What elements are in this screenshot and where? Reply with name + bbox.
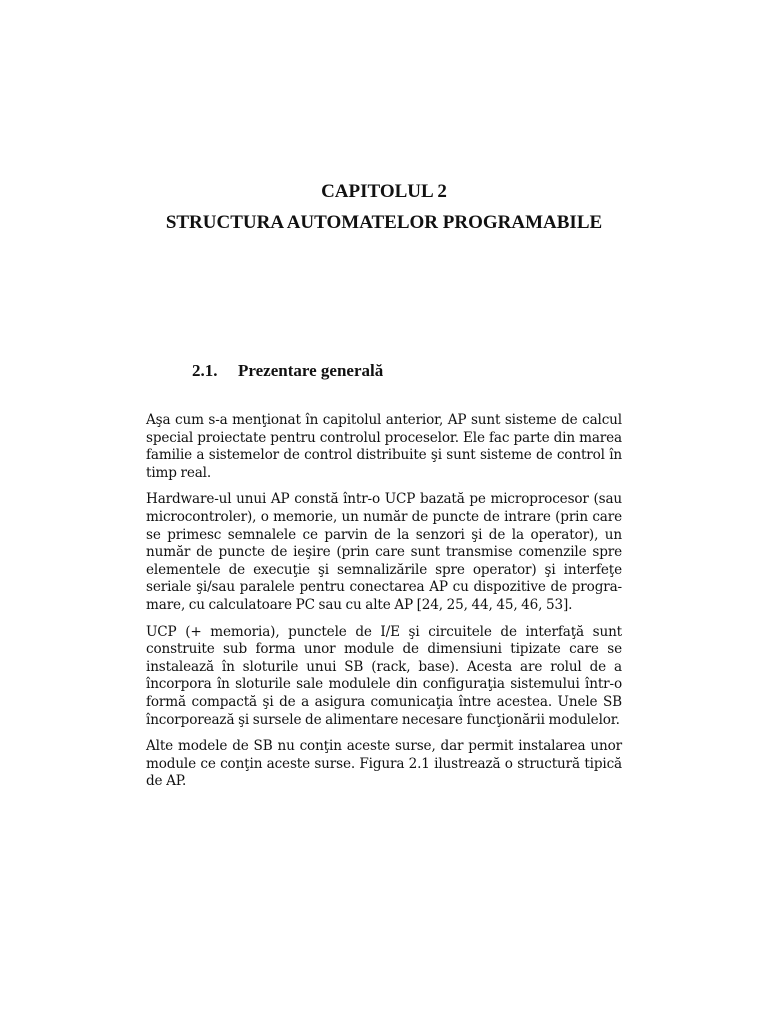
chapter-title: STRUCTURA AUTOMATELOR PROGRAMABILE — [165, 212, 603, 233]
paragraph: Hardware-ul unui AP constă într-o UCP bazată pe microprocesor (sau microcontroler), o memorie, un număr de puncte de intrare (prin care se primesc semnalele ce parvin de la senzori şi de la operator), un număr de puncte de ieşire (prin care sunt transmise comenzile spre elementele de execuţie şi semnalizările spre operator) şi interfeţe seriale şi/sau paralele pentru conectarea AP cu dispozitive de progra-mare, cu calculatoare PC sau cu alte AP [24, 25, 44, 45, 46, 53]. — [146, 491, 622, 613]
paragraph: Aşa cum s-a menţionat în capitolul anterior, AP sunt sisteme de calcul special proiectate pentru controlul proceselor. Ele fac parte din marea familie a sistemelor de control distribuite şi sunt sisteme de control în timp real. — [146, 412, 622, 481]
section-heading — [192, 360, 383, 382]
paragraph: Alte modele de SB nu conţin aceste surse, dar permit instalarea unor module ce conţin aceste surse. Figura 2.1 ilustrează o structură tipică de AP. — [146, 738, 622, 790]
chapter-label: CAPITOLUL 2 — [321, 181, 447, 202]
body-text — [146, 412, 622, 800]
section-number: 2.1. — [192, 361, 218, 380]
paragraph: UCP (+ memoria), punctele de I/E şi circuitele de interfaţă sunt construite sub forma unor module de dimensiuni tipizate care se instalează în sloturile unui SB (rack, base). Acesta are rolul de a încorpora în sloturile sale modulele din configuraţia sistemului într-o formă compactă şi de a asigura comunicaţia între acestea. Unele SB încorporează şi sursele de alimentare necesare funcţionării modulelor. — [146, 623, 622, 728]
section-title: Prezentare generală — [238, 361, 384, 380]
